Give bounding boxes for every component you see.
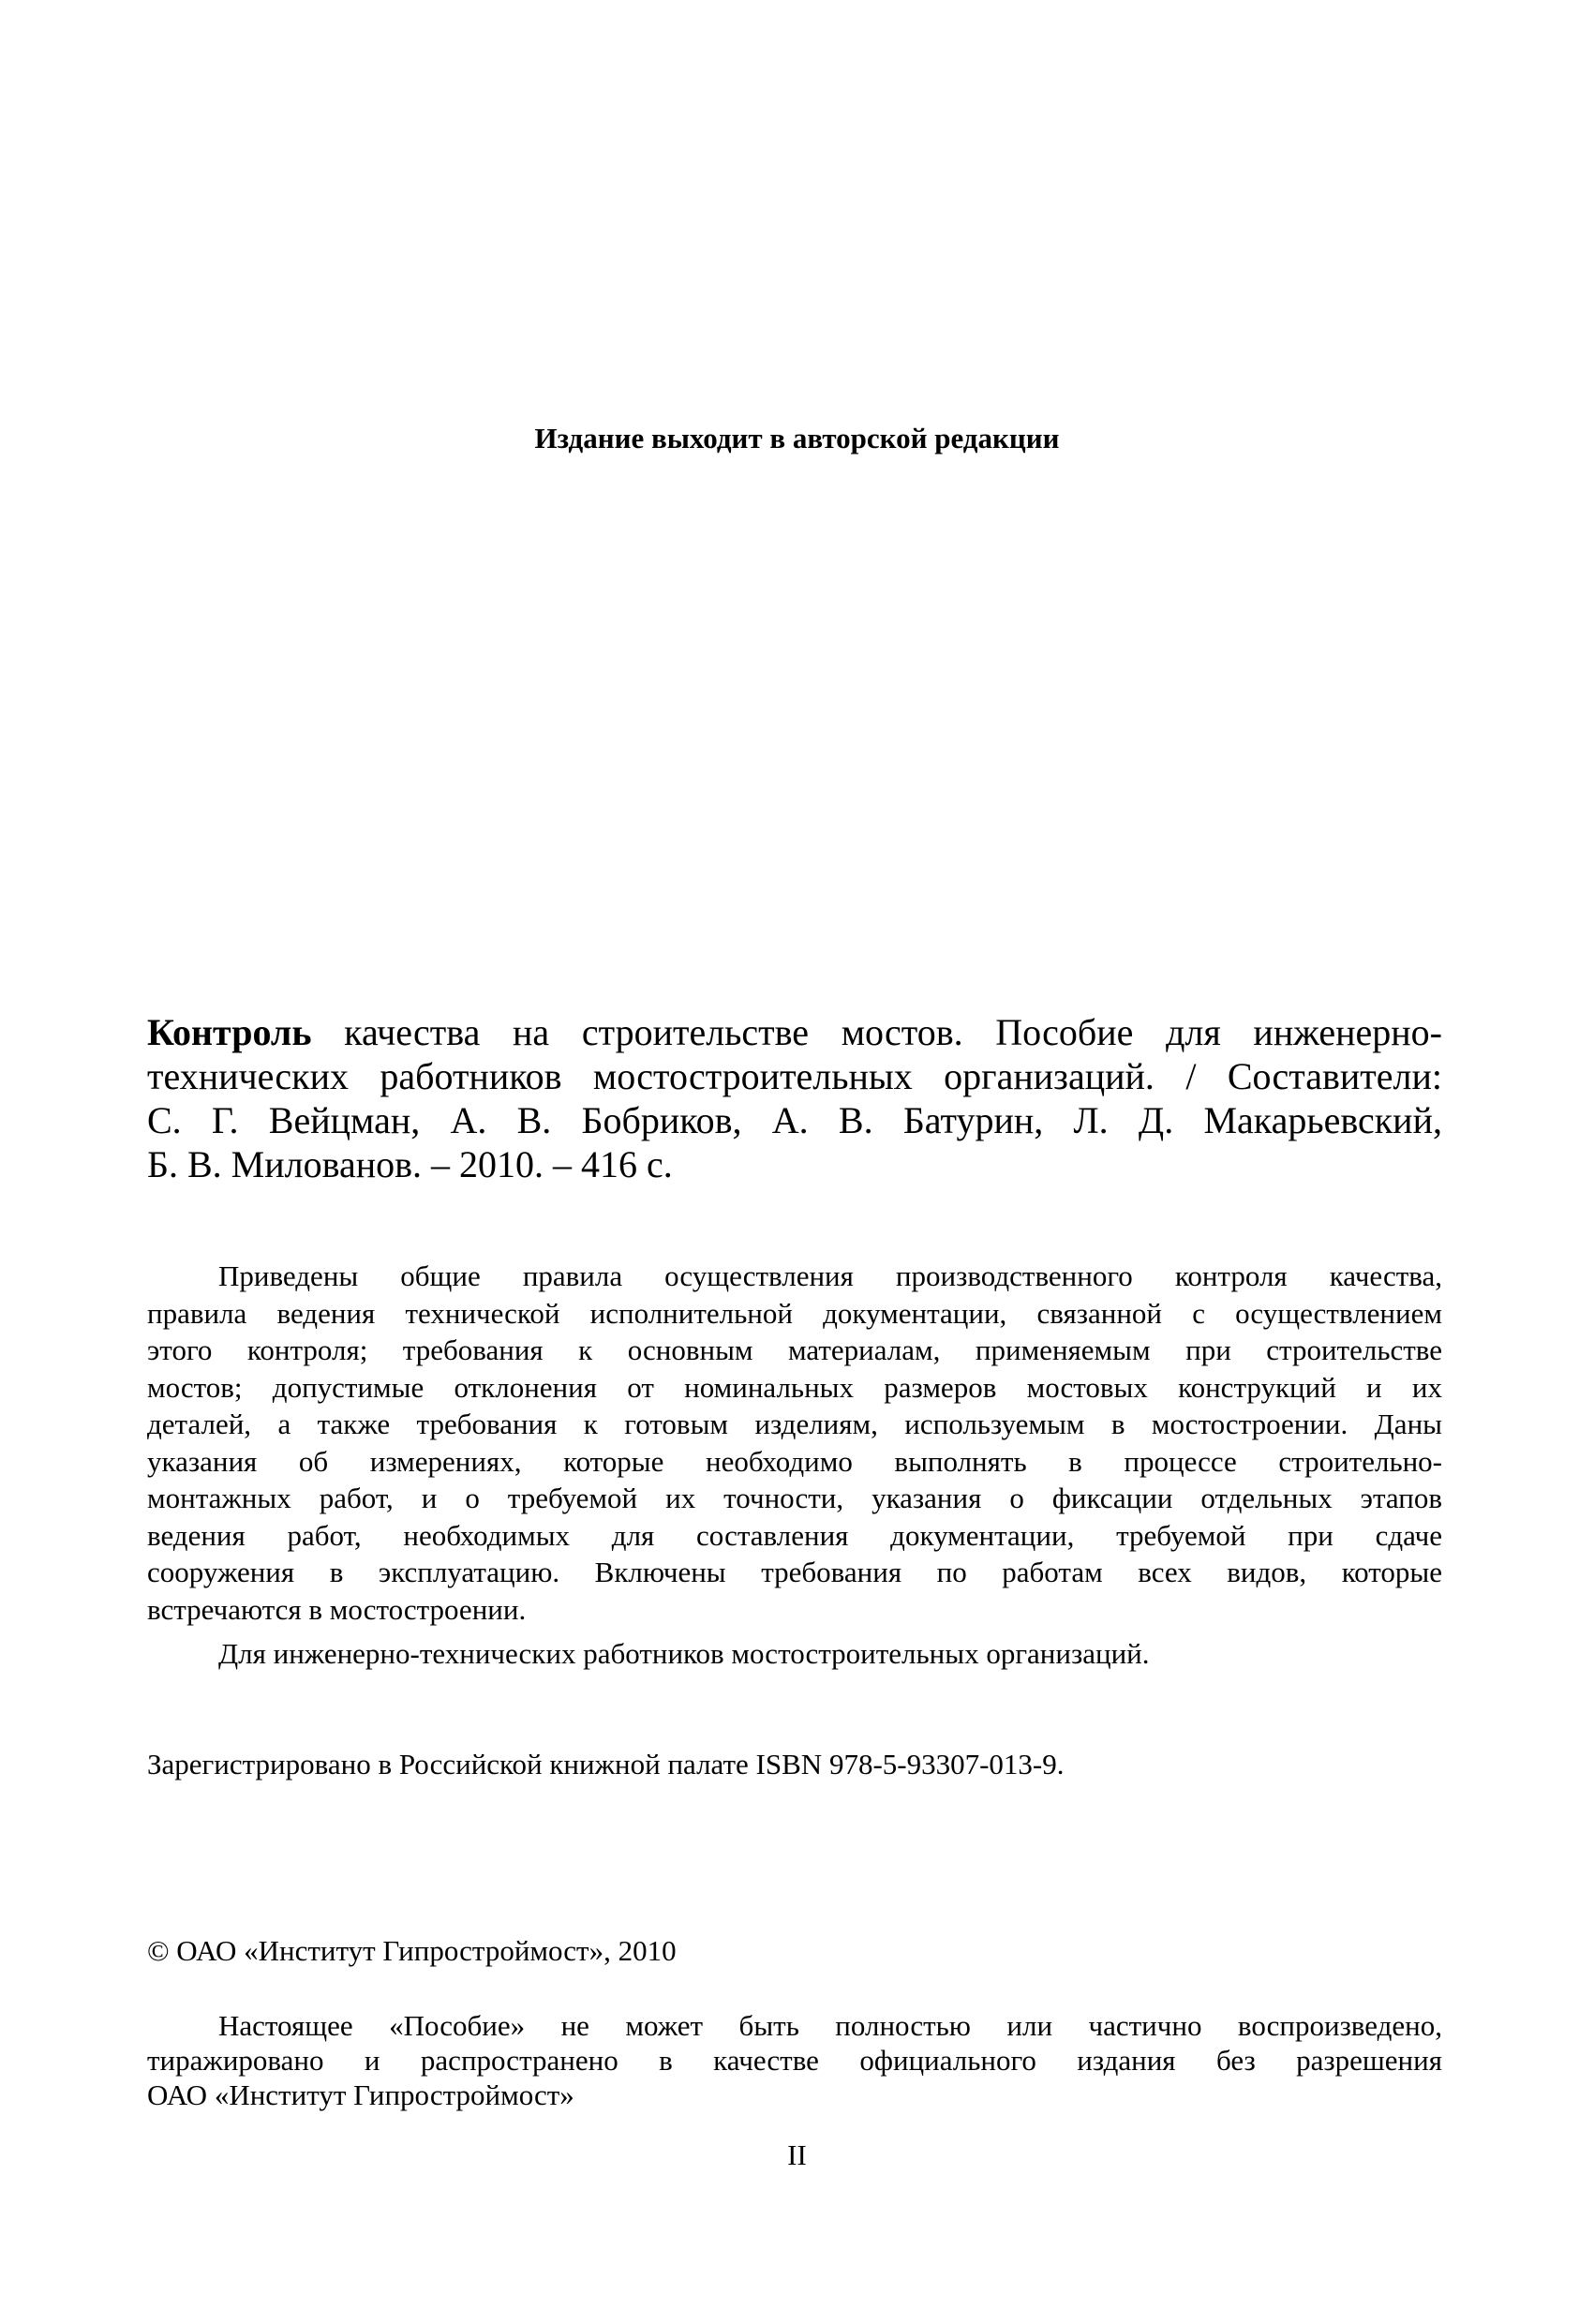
abstract-line-4: мостов; допустимые отклонения от номинальных размеров мостовых конструкций и их — [147, 1370, 1442, 1404]
copyright-line: © ОАО «Институт Гипростроймост», 2010 — [147, 1934, 677, 1967]
biblio-line-1 — [147, 1010, 1442, 1054]
abstract-line-6: указания об измерениях, которые необходимо выполнять в процессе строительно- — [147, 1444, 1442, 1478]
audience-statement: Для инженерно-технических работников мостостроительных организаций. — [218, 1637, 1150, 1670]
edition-note: Издание выходит в авторской редакции — [534, 422, 1060, 454]
abstract — [147, 1258, 1442, 1628]
abstract-line-2: правила ведения технической исполнительной документации, связанной с осуществлением — [147, 1296, 1442, 1330]
abstract-line-10: встречаются в мостостроении. — [147, 1592, 527, 1626]
reproduction-notice — [147, 2008, 1442, 2112]
abstract-line-5: деталей, а также требования к готовым изделиям, используемым в мостостроении. Даны — [147, 1408, 1442, 1440]
biblio-keyword: Контроль — [147, 1011, 312, 1053]
abstract-line-1: Приведены общие правила осуществления производственного контроля качества, — [218, 1259, 1442, 1292]
notice-line-2: тиражировано и распространено в качестве официального издания без разрешения — [147, 2044, 1442, 2077]
biblio-line-4: Б. В. Милованов. – 2010. – 416 с. — [147, 1143, 673, 1185]
biblio-line-3: С. Г. Вейцман, А. В. Бобриков, А. В. Батурин, Л. Д. Макарьевский, — [147, 1099, 1442, 1141]
isbn-registration: Зарегистрировано в Российской книжной палате ISBN 978-5-93307-013-9. — [147, 1748, 1065, 1780]
page-number: II — [787, 2138, 807, 2171]
notice-line-3: ОАО «Институт Гипростроймост» — [147, 2078, 574, 2111]
biblio-line-2: технических работников мостостроительных организаций. / Составители: — [147, 1055, 1442, 1097]
notice-line-1: Настоящее «Пособие» не может быть полностью или частично воспроизведено, — [218, 2009, 1442, 2042]
abstract-line-7: монтажных работ, и о требуемой их точности, указания о фиксации отдельных этапов — [147, 1482, 1442, 1514]
bibliographic-record — [147, 1010, 1442, 1186]
abstract-line-9: сооружения в эксплуатацию. Включены требования по работам всех видов, которые — [147, 1556, 1442, 1588]
abstract-line-8: ведения работ, необходимых для составления документации, требуемой при сдаче — [147, 1518, 1442, 1552]
abstract-line-3: этого контроля; требования к основным материалам, применяемым при строительстве — [147, 1333, 1442, 1366]
biblio-line-1-text: качества на строительстве мостов. Пособие для инженерно- — [311, 1011, 1442, 1053]
